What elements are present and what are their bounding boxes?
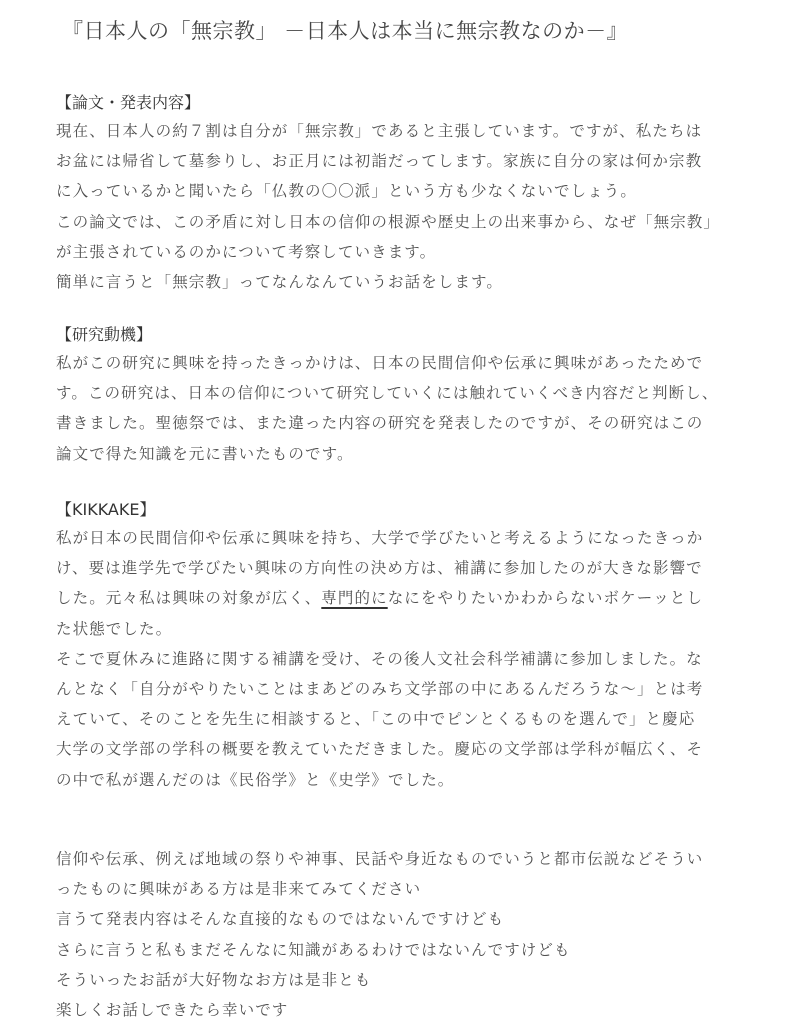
body-line: け、要は進学先で学びたい興味の方向性の決め方は、補講に参加したのが大きな影響で bbox=[56, 559, 703, 578]
body-line-with-underline bbox=[56, 583, 746, 613]
body-line: 大学の文学部の学科の概要を教えていただきました。慶応の文学部は学科が幅広く、そ bbox=[56, 740, 704, 759]
body-line: 現在、日本人の約７割は自分が「無宗教」であると主張しています。ですが、私たちは bbox=[56, 122, 703, 140]
body-line: さらに言うと私もまだそんなに知識があるわけではないんですけども bbox=[56, 940, 571, 959]
body-line: 私が日本の民間信仰や伝承に興味を持ち、大学で学びたいと考えるようになったきっか bbox=[56, 529, 704, 547]
body-line: 簡単に言うと「無宗教」ってなんなんていうお話をします。 bbox=[56, 273, 503, 292]
body-line: そこで夏休みに進路に関する補講を受け、その後人文社会科学補講に参加しました。な bbox=[56, 649, 703, 668]
section-kenkyu-douki bbox=[56, 322, 746, 469]
body-line: んとなく「自分がやりたいことはまあどのみち文学部の中にあるんだろうな～」とは考 bbox=[56, 680, 704, 699]
body-line: 私がこの研究に興味を持ったきっかけは、日本の民間信仰や伝承に興味があったためで bbox=[56, 354, 704, 372]
section-heading: 【KIKKAKE】 bbox=[56, 500, 156, 519]
body-line: えていて、そのことを先生に相談すると、「この中でピンとくるものを選んで」と慶応 bbox=[56, 710, 696, 729]
body-line: 信仰や伝承、例えば地域の祭りや神事、民話や身近なものでいうと都市伝説などそうい bbox=[56, 850, 704, 868]
body-line: す。この研究は、日本の信仰について研究していくには触れていくべき内容だと判断し、 bbox=[56, 384, 719, 403]
body-line: 言うて発表内容はそんな直接的なものではないんですけども bbox=[56, 910, 505, 929]
section-ronbun bbox=[56, 90, 746, 297]
body-line: に入っているかと聞いたら「仏教の〇〇派」という方も少なくないでしょう。 bbox=[56, 182, 638, 201]
body-line: お盆には帰省して墓参りし、お正月には初詣だってします。家族に自分の家は何か宗教 bbox=[56, 152, 703, 171]
body-text: なにをやりたいかわからないボケーッとし bbox=[387, 589, 704, 608]
body-line: 論文で得た知識を元に書いたものです。 bbox=[56, 444, 354, 463]
body-line: が主張されているのかについて考察していきます。 bbox=[56, 242, 437, 261]
body-line: 楽しくお話しできたら幸いです bbox=[56, 1001, 289, 1020]
body-line: の中で私が選んだのは《民俗学》と《史学》でした。 bbox=[56, 770, 455, 789]
underlined-text: 専門的に bbox=[321, 589, 388, 608]
section-closing bbox=[56, 844, 746, 1025]
section-kikkake bbox=[56, 497, 746, 795]
body-line: 書きました。聖徳祭では、また違った内容の研究を発表したのですが、その研究はこの bbox=[56, 414, 704, 433]
document-title: 『日本人の「無宗教」 －日本人は本当に無宗教なのか－』 bbox=[62, 19, 629, 43]
section-heading: 【研究動機】 bbox=[56, 325, 153, 344]
body-line: た状態でした。 bbox=[56, 619, 173, 638]
body-line: そういったお話が大好物なお方は是非とも bbox=[56, 970, 372, 989]
section-heading: 【論文・発表内容】 bbox=[56, 93, 201, 112]
body-line: ったものに興味がある方は是非来てみてください bbox=[56, 880, 422, 899]
body-line: この論文では、この矛盾に対し日本の信仰の根源や歴史上の出来事から、なぜ「無宗教」 bbox=[56, 212, 721, 231]
body-text: した。元々私は興味の対象が広く、 bbox=[56, 589, 322, 608]
